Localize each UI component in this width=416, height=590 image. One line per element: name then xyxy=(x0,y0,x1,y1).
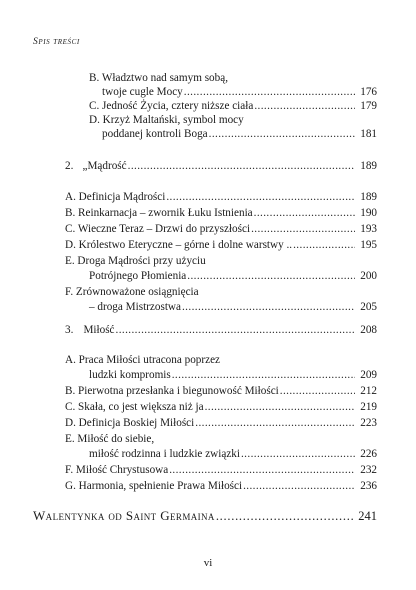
toc-entry-ch2-e-line1: E. Droga Mądrości przy użyciu xyxy=(65,255,206,267)
leader-dots xyxy=(293,238,355,252)
page-number: 189 xyxy=(360,160,377,172)
toc-entry-label: C. Skała, co jest większa niż ja xyxy=(65,401,204,413)
page-number: 223 xyxy=(360,417,377,429)
toc-entry-label: ludzki kompromis xyxy=(89,369,171,381)
leader-dots xyxy=(172,368,355,382)
toc-entry-b[interactable] xyxy=(102,85,377,99)
toc-entry-d-line1: D. Krzyż Maltański, symbol mocy xyxy=(89,114,244,126)
page-number: 190 xyxy=(360,207,377,219)
leader-dots xyxy=(169,463,355,477)
page-number: 219 xyxy=(360,401,377,413)
leader-dots xyxy=(280,384,355,398)
toc-entry-ch3-e[interactable] xyxy=(89,447,377,461)
page-number: 176 xyxy=(360,86,377,98)
chapter-title: „Mądrość xyxy=(82,160,127,172)
toc-chapter-3[interactable] xyxy=(65,323,377,337)
toc-entry-label: C. Wieczne Teraz – Drzwi do przyszłości xyxy=(65,223,251,235)
toc-entry-label: poddanej kontroli Boga xyxy=(102,128,208,140)
leader-dots xyxy=(187,269,355,283)
running-head: Spis treści xyxy=(33,37,80,47)
page-number: 195 xyxy=(360,239,377,251)
leader-dots xyxy=(254,206,355,220)
leader-dots xyxy=(205,400,355,414)
leader-dots xyxy=(116,323,355,337)
leader-dots xyxy=(166,190,355,204)
chapter-number: 3. xyxy=(65,324,74,336)
toc-entry-label: D. Definicja Boskiej Miłości xyxy=(65,417,195,429)
page-number: 232 xyxy=(360,464,377,476)
toc-entry-ch3-a-line1: A. Praca Miłości utracona poprzez xyxy=(65,354,221,366)
leader-dots xyxy=(182,300,355,314)
toc-entry-ch2-e[interactable] xyxy=(89,269,377,283)
toc-entry-ch3-d[interactable] xyxy=(65,416,377,430)
page-number: 200 xyxy=(360,270,377,282)
toc-entry-d[interactable] xyxy=(102,127,377,141)
toc-entry-ch2-b[interactable] xyxy=(65,206,377,220)
toc-entry-label: D. Królestwo Eteryczne – górne i dolne warstwy .. xyxy=(65,239,293,251)
toc-entry-c[interactable] xyxy=(89,99,377,113)
leader-dots xyxy=(216,509,355,523)
toc-entry-label: twoje cugle Mocy xyxy=(102,86,183,98)
toc-entry-label: B. Reinkarnacja – zwornik Łuku Istnienia xyxy=(65,207,253,219)
leader-dots xyxy=(128,159,355,173)
toc-entry-ch3-c[interactable] xyxy=(65,400,377,414)
page-number: 236 xyxy=(360,480,377,492)
page-number: 205 xyxy=(360,301,377,313)
toc-entry-ch3-b[interactable] xyxy=(65,384,377,398)
toc-entry-ch3-f[interactable] xyxy=(65,463,377,477)
page-folio: vi xyxy=(203,557,213,569)
chapter-number: 2. xyxy=(65,160,74,172)
toc-entry-label: F. Miłość Chrystusowa xyxy=(65,464,169,476)
page-number: 179 xyxy=(360,100,377,112)
leader-dots xyxy=(241,447,355,461)
toc-entry-label: G. Harmonia, spełnienie Prawa Miłości xyxy=(65,480,243,492)
toc-entry-b-line1: B. Władztwo nad samym sobą, xyxy=(89,72,228,84)
leader-dots xyxy=(251,222,355,236)
page-number: 226 xyxy=(360,448,377,460)
toc-entry-label: miłość rodzinna i ludzkie związki xyxy=(89,448,240,460)
toc-entry-label: A. Definicja Mądrości xyxy=(65,191,166,203)
toc-entry-ch3-g[interactable] xyxy=(65,479,377,493)
chapter-title: Miłość xyxy=(83,324,115,336)
toc-entry-ch2-c[interactable] xyxy=(65,222,377,236)
toc-entry-ch2-a[interactable] xyxy=(65,190,377,204)
leader-dots xyxy=(243,479,355,493)
page-number: 241 xyxy=(358,509,377,523)
toc-entry-label: – droga Mistrzostwa xyxy=(89,301,181,313)
leader-dots xyxy=(184,85,355,99)
toc-entry-label: Walentynka od Saint Germaina xyxy=(33,508,215,523)
toc-entry-label: C. Jedność Życia, cztery niższe ciała xyxy=(89,100,254,112)
leader-dots xyxy=(254,99,355,113)
page-number: 212 xyxy=(360,385,377,397)
toc-entry-ch2-f[interactable] xyxy=(89,300,377,314)
toc-chapter-2[interactable] xyxy=(65,159,377,173)
page-number: 208 xyxy=(360,324,377,336)
toc-entry-ch2-d[interactable] xyxy=(65,238,377,252)
page-number: 181 xyxy=(360,128,377,140)
leader-dots xyxy=(195,416,355,430)
toc-entry-label: B. Pierwotna przesłanka i biegunowość Miłości xyxy=(65,385,279,397)
toc-entry-ch2-f-line1: F. Zrównoważone osiągnięcia xyxy=(65,286,199,298)
toc-entry-ch3-e-line1: E. Miłość do siebie, xyxy=(65,433,155,445)
page-number: 209 xyxy=(360,369,377,381)
toc-entry-label: Potrójnego Płomienia xyxy=(89,270,187,282)
leader-dots xyxy=(209,127,355,141)
toc-entry-final[interactable] xyxy=(33,509,377,523)
page-number: 189 xyxy=(360,191,377,203)
page-number: 193 xyxy=(360,223,377,235)
toc-entry-ch3-a[interactable] xyxy=(89,368,377,382)
